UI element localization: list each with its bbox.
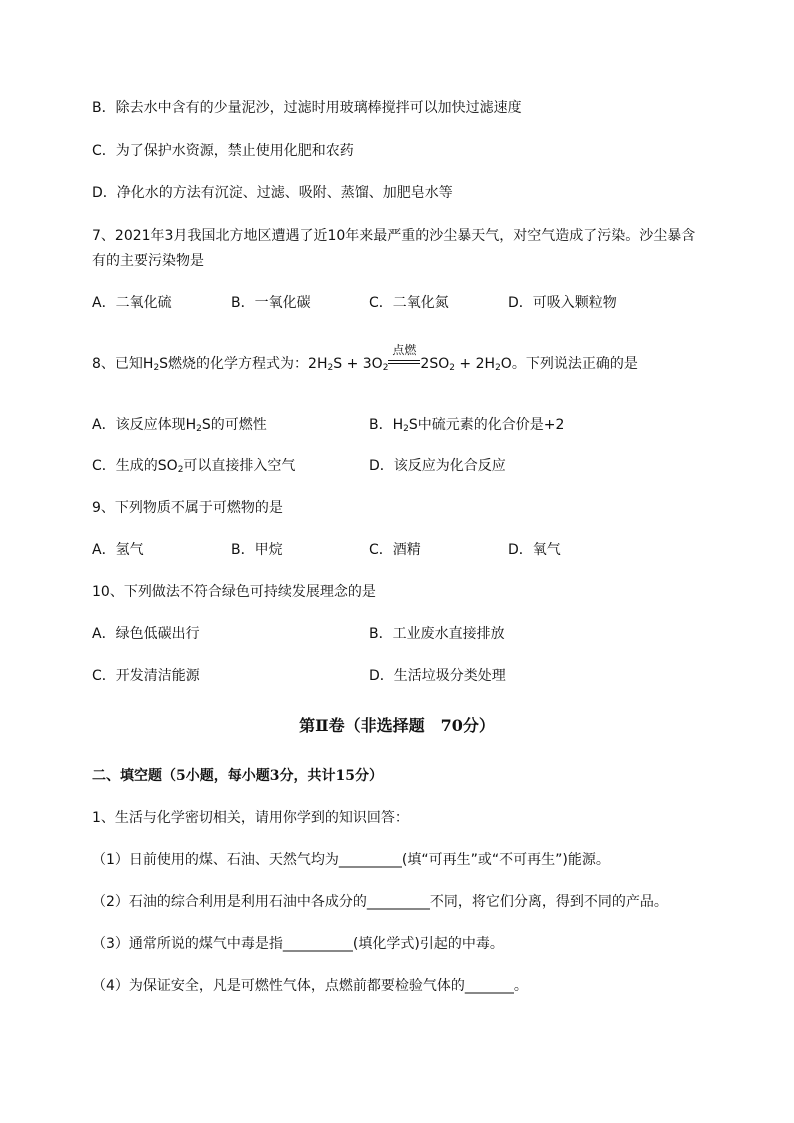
fill1-sub4: （4）为保证安全，凡是可燃性气体，点燃前都要检验气体的_______。 [92,978,528,994]
q9-stem: 9、下列物质不属于可燃物的是 [92,500,283,516]
q8-stem [92,343,638,374]
q6-option-d: D．净化水的方法有沉淀、过滤、吸附、蒸馏、加肥皂水等 [92,185,453,201]
q8-option-a [92,415,267,435]
q9-option-d: D．氧气 [508,542,561,558]
q7-option-d: D．可吸入颗粒物 [508,295,617,311]
fill1-stem: 1、生活与化学密切相关，请用你学到的知识回答： [92,810,409,826]
q6-option-b: B．除去水中含有的少量泥沙，过滤时用玻璃棒搅拌可以加快过滤速度 [92,100,522,116]
subscript: 2 [403,424,409,434]
subscript: 2 [177,465,184,475]
subscript: 2 [327,363,334,373]
q6-option-c: C．为了保护水资源，禁止使用化肥和农药 [92,143,354,159]
q8-option-b [369,415,564,435]
q10-stem: 10、下列做法不符合绿色可持续发展理念的是 [92,584,376,600]
arrow-line [388,360,420,361]
fill1-sub3: （3）通常所说的煤气中毒是指__________(填化学式)引起的中毒。 [92,936,504,952]
equation-text: O。下列说法正确的是 [500,356,638,372]
q8-stem-text: 8、已知H [92,356,154,372]
subscript: 2 [495,363,501,373]
subscript: 2 [196,424,202,434]
section-title: 第Ⅱ卷（非选择题 70分） [299,716,495,735]
q9-option-a: A．氢气 [92,542,144,558]
q10-option-b: B．工业废水直接排放 [369,626,505,642]
q9-option-c: C．酒精 [369,542,421,558]
option-text: C．生成的SO [92,458,178,474]
part-title: 二、填空题（5小题，每小题3分，共计15分） [92,768,383,784]
q8-option-d: D．该反应为化合反应 [369,458,506,474]
q7-option-b: B．一氧化碳 [231,295,311,311]
q7-stem-line2: 有的主要污染物是 [92,253,204,269]
q7-stem-line1: 7、2021年3月我国北方地区遭遇了近10年来最严重的沙尘暴天气，对空气造成了污染。沙尘暴含 [92,228,696,244]
q8-option-c [92,456,295,476]
equation-text: 2SO [420,356,450,372]
subscript: 2 [382,363,389,373]
arrow-line [388,363,420,364]
fill1-sub2: （2）石油的综合利用是利用石油中各成分的_________不同，将它们分离，得到不同的产品。 [92,894,668,910]
reaction-arrow [388,343,420,374]
subscript: 2 [449,363,455,373]
equation-text: S + 3O [333,356,383,372]
q10-option-c: C．开发清洁能源 [92,668,200,684]
option-text: S中硫元素的化合价是+2 [408,417,565,433]
reaction-condition: 点燃 [392,343,417,357]
q7-option-c: C．二氧化氮 [369,295,449,311]
equation-text: + 2H [454,356,496,372]
option-text: A．该反应体现H [92,417,197,433]
option-text: B．H [369,417,404,433]
q10-option-a: A．绿色低碳出行 [92,626,200,642]
q8-stem-text: S燃烧的化学方程式为：2H [159,356,328,372]
option-text: 可以直接排入空气 [183,458,296,474]
q7-option-a: A．二氧化硫 [92,295,172,311]
fill1-sub1: （1）日前使用的煤、石油、天然气均为_________(填“可再生”或“不可再生”)能源。 [92,852,610,868]
subscript: 2 [153,363,160,373]
q10-option-d: D．生活垃圾分类处理 [369,668,506,684]
q9-option-b: B．甲烷 [231,542,283,558]
option-text: S的可燃性 [201,417,267,433]
